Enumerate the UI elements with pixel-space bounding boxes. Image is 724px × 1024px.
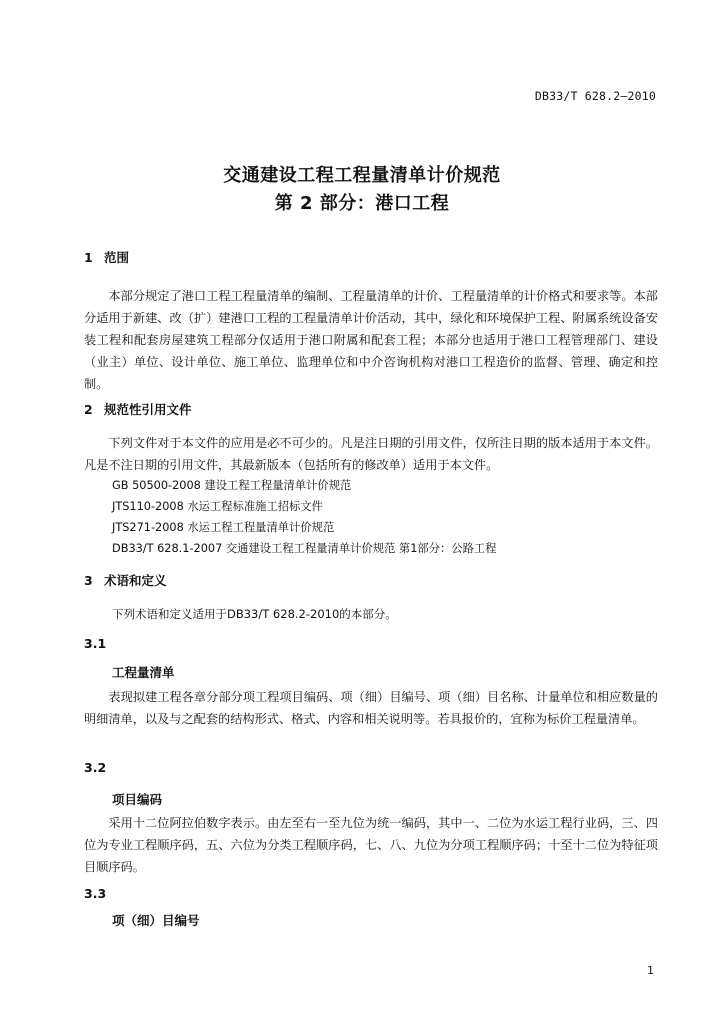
reference-item: JTS110-2008 水运工程标准施工招标文件 (112, 500, 323, 513)
reference-item: DB33/T 628.1-2007 交通建设工程工程量清单计价规范 第1部分：公路工程 (112, 542, 497, 555)
clause-3-3-number: 3.3 (84, 886, 107, 901)
term-3-2: 项目编码 (112, 792, 163, 807)
document-title: 交通建设工程工程量清单计价规范 (223, 165, 501, 186)
reference-item: JTS271-2008 水运工程工程量清单计价规范 (112, 521, 335, 534)
normative-references-list (112, 475, 497, 559)
document-subtitle: 第 2 部分：港口工程 (274, 193, 450, 214)
section-title: 范围 (104, 250, 130, 265)
section-title: 术语和定义 (104, 573, 167, 588)
definition-3-1: 表现拟建工程各章分部分项工程项目编码、项（细）目编号、项（细）目名称、计量单位和相应数量的明细清单，以及与之配套的结构形式、格式、内容和相关说明等。若具报价的，宜称为标价工程量清单。 (84, 690, 658, 726)
term-3-3: 项（细）目编号 (112, 913, 200, 928)
section-number: 1 (84, 250, 93, 265)
section-2-heading (84, 400, 192, 418)
definition-3-2: 采用十二位阿拉伯数字表示。由左至右一至九位为统一编码，其中一、二位为水运工程行业码，三、四位为专业工程顺序码，五、六位为分类工程顺序码，七、八、九位为分项工程顺序码；十至十二位为特征项目顺序码。 (84, 816, 658, 874)
term-3-1: 工程量清单 (112, 665, 175, 680)
section-2-paragraph: 下列文件对于本文件的应用是必不可少的。凡是注日期的引用文件，仅所注日期的版本适用于本文件。凡是不注日期的引用文件，其最新版本（包括所有的修改单）适用于本文件。 (84, 436, 658, 472)
section-3-heading (84, 571, 167, 589)
section-number: 2 (84, 402, 93, 417)
standard-code: DB33/T 628.2—2010 (534, 89, 656, 103)
section-number: 3 (84, 573, 93, 588)
section-1-heading (84, 248, 129, 266)
reference-item: GB 50500-2008 建设工程工程量清单计价规范 (112, 479, 352, 492)
clause-3-1-number: 3.1 (84, 636, 107, 651)
clause-3-2-number: 3.2 (84, 760, 107, 775)
section-3-paragraph: 下列术语和定义适用于DB33/T 628.2-2010的本部分。 (112, 607, 397, 621)
section-1-paragraph: 本部分规定了港口工程工程量清单的编制、工程量清单的计价、工程量清单的计价格式和要求等。本部分适用于新建、改（扩）建港口工程的工程量清单计价活动，其中，绿化和环境保护工程、附属系统设备安装工程和配套房屋建筑工程部分仅适用于港口附属和配套工程；本部分也适用于港口工程管理部门、建设（业主）单位、设计单位、施工单位、监理单位和中介咨询机构对港口工程造价的监督、管理、确定和控制。 (84, 289, 658, 391)
page-number: 1 (647, 964, 654, 977)
section-title: 规范性引用文件 (104, 402, 192, 417)
